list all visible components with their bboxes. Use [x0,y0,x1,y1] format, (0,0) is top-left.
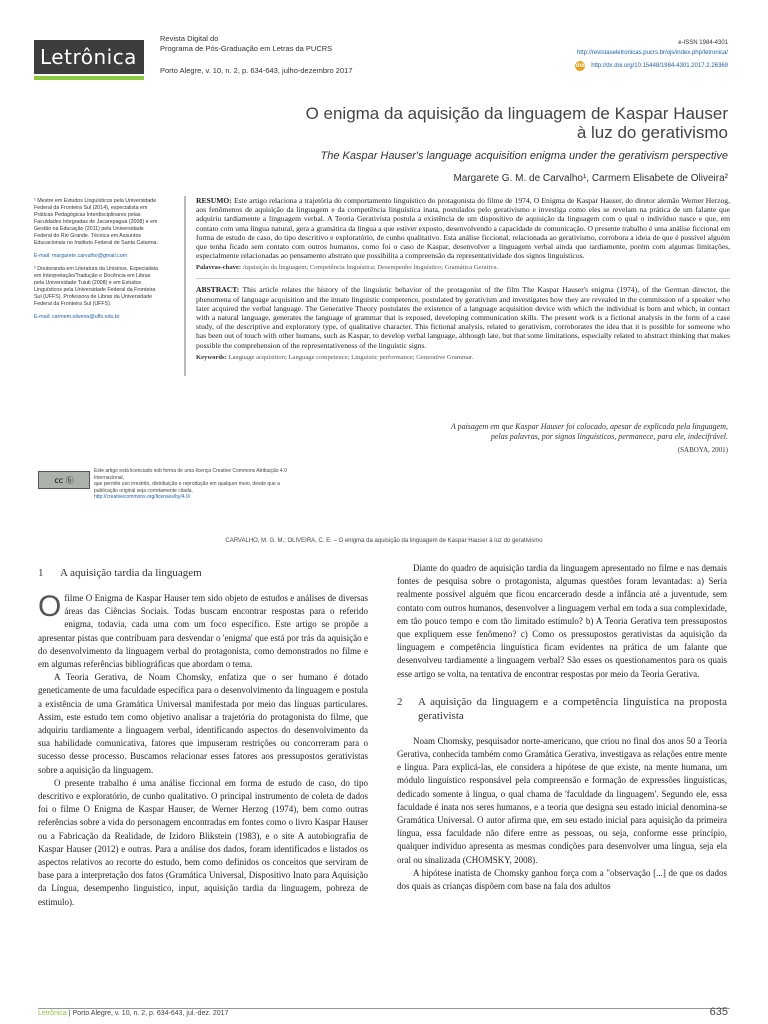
license-text-2: que permite uso irrestrito, distribuição e reprodução em qualquer meio, desde que a publicação original seja corretamente citada. [94,481,280,494]
journal-info [160,34,352,76]
doi-icon: doi [575,63,585,69]
license-text [94,468,304,501]
body-column-right [397,562,727,893]
epigraph-source: (SABOYA, 2001) [677,446,728,454]
footnote-2-email[interactable]: E-mail: carmem.oliveira@uffs.edu.br [34,314,120,320]
paragraph-4: Diante do quadro de aquisição tardia da linguagem apresentado no filme e nas demais fontes de pesquisa sobre o protagonista, algumas questões foram levantadas: a) Seria realmente possível alguém que ficou encarcerado desde a infância até a juventude, sem contato com outros humanos, desenvolver a linguagem verbal em toda a sua complexidade, em tão pouco tempo e com tão limitado estímulo? b) A Teoria Gerativa tem pressupostos que expliquem esse fenômeno? c) Como os pressupostos gerativistas da aquisição da linguagem e competência linguística ficam evidentes na prática de um falante que desenvolveu tardiamente a linguagem verbal? São esses os questionamentos para os quais esse artigo se volta, na tentativa de encontrar respostas por meio da Teoria Gerativa. [397,563,727,679]
license-link[interactable]: http://creativecommons.org/licenses/by/4.0/ [94,494,191,500]
keywords-en-text: Language acquisition; Language competence; Linguistic performance; Generative Grammar. [228,353,474,361]
journal-url-link[interactable]: http://revistaseletronicas.pucrs.br/ojs/index.php/letronica/ [576,50,728,56]
epigraph [368,422,728,455]
keywords-en-label: Keywords: [196,353,227,361]
section-2-title: A aquisição da linguagem e a competência linguística na proposta gerativista [417,695,727,722]
logo-accent-bar [34,76,144,80]
running-header: CARVALHO, M. G. M.; OLIVEIRA, C. E. – O enigma da aquisição da linguagem de Kaspar Hauser à luz do gerativismo [225,538,543,544]
title-line-1: O enigma da aquisição da linguagem de Kaspar Hauser [305,104,728,123]
footer-divider [38,1008,730,1009]
footnote-1-email[interactable]: E-mail: margarete.carvalho@gmail.com [34,253,128,259]
epigraph-line-2: pelas palavras, por signos linguísticos, permanece, para ele, indecifrável. [490,432,728,441]
keywords-en [196,353,730,362]
section-1-title: A aquisição tardia da linguagem [60,567,202,579]
article-authors: Margarete G. M. de Carvalho¹, Carmem Elisabete de Oliveira² [453,173,728,184]
doi-link[interactable]: http://dx.doi.org/10.15448/1984-4301.2017.2.26369 [591,63,728,69]
journal-line-1: Revista Digital do [160,34,219,43]
footnote-1: ¹ Mestre em Estudos Linguísticos pela Universidade Federal da Fronteira Sul (2014), especialista em Práticas Pedagógicas Interdisciplinares pelas Faculdades Integradas de Jacarepaguá (2008) e em Gestão na Educação (2011) pela Universidade Federal do Rio Grande. Técnica em Assuntos Educacionais no Instituto Federal de Santa Catarina. [34,198,158,246]
page-number: 635 [709,1006,728,1018]
section-1-number: 1 [38,567,44,579]
section-2-number: 2 [397,695,403,708]
journal-line-2: Programa de Pós-Graduação em Letras da PUCRS [160,44,333,53]
paragraph-2: A Teoria Gerativa, de Noam Chomsky, enfatiza que o ser humano é dotado geneticamente de uma faculdade específica para o desenvolvimento da linguagem e postula a existência de uma Gramática Universal manifestada por meio das línguas particulares. Assim, este estudo tem como objetivo analisar a trajetória do protagonista do filme, que adquiriu tardiamente a linguagem verbal, identificando aspectos do desenvolvimento da sua habilidade comunicativa, fatores que impuseram restrições ou concorreram para o sucesso desse processo. Buscamos relacionar esses fatores aos pressupostos gerativistas sobre a aquisição da linguagem. [38,672,368,775]
footer-separator: | [68,1010,73,1017]
title-line-2: à luz do gerativismo [576,123,728,142]
abstract-pt-text: Este artigo relaciona a trajetória do comportamento linguístico do protagonista do filme de 1974, O Enigma de Kaspar Hauser, do diretor alemão Werner Herzog, aos fenômenos de aquisição da linguagem e da competência linguística inata, postulados pelo gerativismo e investiga como eles se revelam na prática de um falante que adquiriu tardiamente a linguagem verbal. A Teoria Gerativista postula a existência de um dispositivo de aquisição da linguagem com o qual o indivíduo nasce e que, em contato com uma língua natural, gera a gramática da língua a que estiver exposto, desenvolvendo a capacidade de comunicação. O presente trabalho é uma análise ficcional em forma de estudo de caso, do tipo descritivo e exploratório, de cunho qualitativo. Esta análise ficcional, relacionada ao gerativismo, corrobora a ideia de que é possível alguém que tenha ficado sem contato com outros humanos, como foi o caso de Kaspar, desenvolver a linguagem verbal ainda que tardiamente, porém com algumas limitações, especialmente relacionadas ao pensamento abstrato que possibilita a compreensão da representatividade dos signos linguísticos. [196,196,730,261]
paragraph-1-text: filme O Enigma de Kaspar Hauser tem sido objeto de estudos e análises de diversas áreas das Ciências Sociais. Todas buscam encontrar respostas para o referido enigma, todavia, cada uma com um foco específico. Este artigo se propõe a apresentar pistas que contribuam para desvendar o 'enigma' que está por trás da aquisição e do desenvolvimento da linguagem verbal do protagonista, como demonstrados no filme e em algumas referências bibliográficas que abordam o tema. [38,593,368,670]
footnote-2: ² Doutoranda em Literatura da Unisinos. Especialista em Interpretação/Tradução e Docência em Libras pela Universidade Tuiuti (2008) e em Estudos Linguísticos pela Universidade Federal da Fronteira Sul (UFFS). Professora de Libras da Universidade Federal da Fronteira Sul (UFFS). [34,266,158,307]
epigraph-line-1: A paisagem em que Kaspar Hauser foi colocado, apesar de explicada pela linguagem, [450,422,728,431]
abstract-en [196,285,730,349]
section-2-heading [397,695,727,723]
footer-brand: Letrônica [38,1010,67,1017]
cc-license-icon[interactable]: cc ⓑ [38,471,90,489]
paragraph-3: O presente trabalho é uma análise ficcional em forma de estudo de caso, do tipo descritivo e exploratório, de cunho qualitativo. O principal instrumento de coleta de dados foi o filme O Enigma de Kaspar Hauser, de Werner Herzog (1974), bem como outras referências sobre a vida do personagem encontradas em fontes como o livro Kaspar Hauser ou a Fabricação da Realidade, de Izidoro Blikstein (1983), e o site A autobiografia de Kaspar Hauser (2012) e outras. Para a análise dos dados, foram identificados e listados os aspectos relativos ao recorte do estudo, bem como definidos os conceitos que serviram de base para a interpretação dos fatos (Gramática Universal, Dispositivo Inato para Aquisição da Língua, desempenho linguístico, input, aquisição tardia da linguagem, pobreza de estímulo). [38,777,368,907]
journal-place: Porto Alegre, v. 10, n. 2, p. 634-643, julho-dezembro 2017 [160,66,353,75]
section-1-heading [38,566,368,580]
license-text-1: Este artigo está licenciado sob forma de uma licença Creative Commons Atribuição 4.0 Internacional, [94,468,287,481]
keywords-pt-text: Aquisição da linguagem; Competência linguística; Desempenho linguístico; Gramática Gerativa. [242,264,499,272]
footer-info [38,1010,228,1017]
journal-logo: Letrônica [34,40,144,74]
author-footnotes [34,198,158,327]
keywords-pt [196,263,730,272]
drop-cap: O [38,590,62,623]
article-subtitle: The Kaspar Hauser's language acquisition enigma under the gerativism perspective [320,150,728,162]
paragraph-5: Noam Chomsky, pesquisador norte-americano, que criou no final dos anos 50 a Teoria Gerativa, conhecida também como Gramática Gerativa, investigava as relações entre mente e língua. Para explicá-las, ele considera a hipótese de que existe, na mente humana, um módulo linguístico responsável pela compreensão e formação de expressões linguísticas, dedicado somente à língua, o qual chama de 'faculdade da linguagem'. Segundo ele, essa faculdade é inata nos seres humanos, e a teoria que designa seu estado inicial denomina-se Gramática Universal. O autor afirma que, em seu estado inicial para aquisição da primeira língua, essa faculdade não difere entre as pessoas, ou seja, conforme esse princípio, qualquer indivíduo apresenta as mesmas condições para desenvolver uma língua, seja ela oral ou sinalizada (CHOMSKY, 2008). [397,735,727,865]
abstract-pt [196,196,730,260]
article-title [208,104,728,142]
body-column-left [38,562,368,909]
abstract-en-text: This article relates the history of the linguistic behavior of the protagonist of the film The Kaspar Hauser's enigma (1974), of the German director, the phenomena of language acquisition and the innate linguistic competence, postulated by gerativism and investigates how they are revealed in the commission of a speaker who later acquired the verbal language. The Generative Theory postulates the existence of a language acquisition device with which the individual is born and which, in contact with a natural language, generates the language of grammar that is exposed, developing communication skills. The present work is a fictional analysis in the form of a case study, of the descriptive and exploratory type, of qualitative character. This fictional analysis, related to gerativism, corroborates the idea that it is possible for someone who has been out of touch with other humans, such as Kaspar, to develop verbal language, although late, but that some limitations, especially related to abstract thinking that makes possible the comprehension of the representativeness of the linguistic signs. [196,285,730,350]
keywords-pt-label: Palavras-chave: [196,264,242,272]
doi-row [575,61,728,71]
issn: e-ISSN 1984-4301 [678,40,728,46]
journal-identifiers [575,38,728,71]
footer-citation: Porto Alegre, v. 10, n. 2, p. 634-643, jul.-dez. 2017 [72,1010,229,1017]
abstract-en-label: ABSTRACT: [196,285,240,295]
abstract-box [184,196,730,376]
paragraph-6: A hipótese inatista de Chomsky ganhou força com a "observação [...] de que os dados dos quais as crianças dispõem com base na fala dos adultos [397,867,727,892]
paragraph-1 [38,592,368,671]
abstract-pt-label: RESUMO: [196,196,232,205]
abstract-divider [196,278,730,279]
